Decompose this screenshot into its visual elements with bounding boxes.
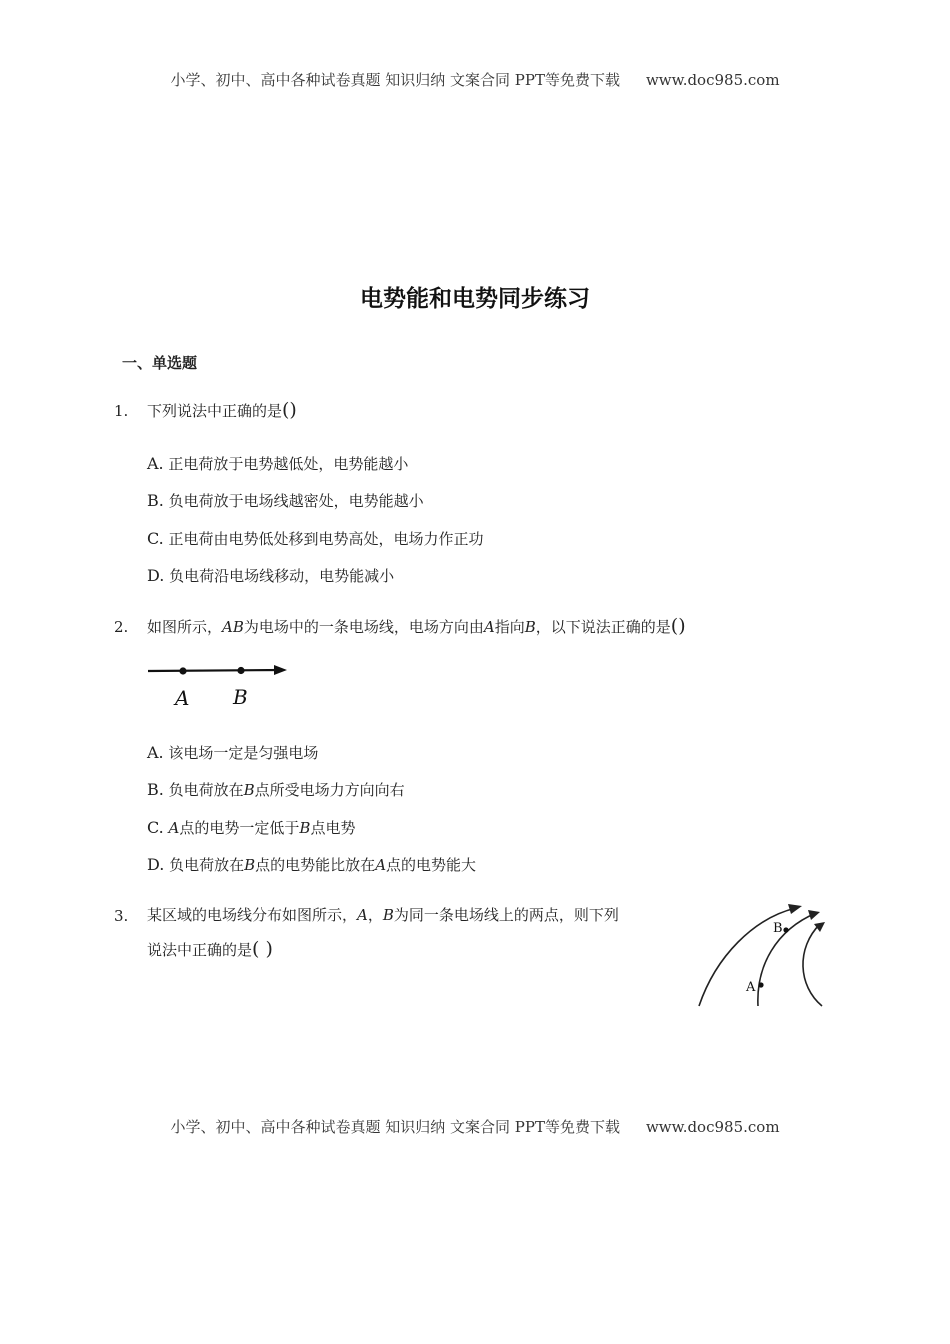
question-1-number: 1. xyxy=(114,402,129,420)
option-var: A xyxy=(168,819,180,837)
field-arrow-icon xyxy=(814,922,825,932)
q3-var-b: B xyxy=(382,906,394,924)
question-1-stem xyxy=(147,393,297,428)
option-var: B xyxy=(299,819,311,837)
field-line-middle xyxy=(758,913,816,1006)
question-2-number: 2. xyxy=(114,618,129,636)
option-letter: C. xyxy=(147,529,164,548)
question-1-option-d xyxy=(147,565,394,586)
question-3-stem-line-2 xyxy=(147,932,619,967)
question-3-answer-paren: ( ) xyxy=(252,938,273,960)
option-var: A xyxy=(375,856,387,874)
option-text: 点的电势能大 xyxy=(386,856,477,874)
question-3-stem xyxy=(147,898,619,967)
header-text: 小学、初中、高中各种试卷真题 知识归纳 文案合同 PPT等免费下载 xyxy=(170,71,620,89)
option-text: 该电场一定是匀强电场 xyxy=(168,744,319,762)
question-3-number: 3. xyxy=(114,907,129,925)
q2-var-b: B xyxy=(524,618,536,636)
question-2-field-line-figure xyxy=(146,656,296,714)
q3-stem-part: 说法中正确的是 xyxy=(147,941,253,959)
page-header xyxy=(0,69,950,90)
footer-url[interactable]: www.doc985.com xyxy=(645,1118,780,1136)
question-3-stem-line-1 xyxy=(147,898,619,932)
option-text: 负电荷放于电场线越密处，电势能越小 xyxy=(168,492,424,510)
field-arrow-icon xyxy=(788,904,802,914)
option-letter: A. xyxy=(147,454,164,473)
field-line xyxy=(148,670,282,671)
option-text: 点电势 xyxy=(310,819,356,837)
header-url[interactable]: www.doc985.com xyxy=(645,71,780,89)
field-arrow-icon xyxy=(274,665,287,675)
option-letter: A. xyxy=(147,743,164,762)
section-heading: 一、单选题 xyxy=(122,354,198,372)
question-2-answer-paren: () xyxy=(670,615,686,637)
option-var: B xyxy=(244,856,256,874)
q2-stem-part: 指向 xyxy=(494,618,525,636)
q2-stem-part: 如图所示， xyxy=(147,618,223,636)
page-footer xyxy=(0,1116,950,1137)
question-2-option-a xyxy=(147,742,318,763)
point-a-label: A xyxy=(746,980,756,995)
option-text: 正电荷由电势低处移到电势高处，电场力作正功 xyxy=(168,530,484,548)
option-text: 负电荷放在 xyxy=(169,856,245,874)
option-letter: C. xyxy=(147,818,164,837)
point-b-dot xyxy=(237,667,244,674)
point-a-dot xyxy=(758,982,763,987)
option-text: 正电荷放于电势越低处，电势能越小 xyxy=(168,455,409,473)
q2-var-ab: AB xyxy=(222,618,244,636)
q2-var-a: A xyxy=(483,618,495,636)
question-3-field-lines-figure xyxy=(692,896,828,1010)
point-b-label: B xyxy=(233,685,248,709)
question-1-stem-text: 下列说法中正确的是 xyxy=(147,402,283,420)
q3-stem-part: ， xyxy=(367,906,383,924)
option-text: 点的电势能比放在 xyxy=(255,856,376,874)
question-2-option-d xyxy=(147,854,476,875)
option-text: 点的电势一定低于 xyxy=(179,819,300,837)
option-letter: B. xyxy=(147,491,164,510)
point-b-dot xyxy=(783,927,788,932)
question-1-answer-paren: () xyxy=(282,399,297,421)
q2-stem-part: ，以下说法正确的是 xyxy=(535,618,671,636)
option-text: 点所受电场力方向向右 xyxy=(254,781,405,799)
point-a-label: A xyxy=(175,686,190,710)
question-2-option-b xyxy=(147,779,405,800)
field-line-right xyxy=(803,924,822,1006)
document-title: 电势能和电势同步练习 xyxy=(360,286,590,312)
question-2-option-c xyxy=(147,817,355,838)
option-text: 负电荷放在 xyxy=(168,781,244,799)
question-1-option-b xyxy=(147,490,424,511)
q3-var-a: A xyxy=(357,906,368,924)
option-text: 负电荷沿电场线移动，电势能减小 xyxy=(169,567,395,585)
question-2-stem xyxy=(147,609,686,644)
point-b-label: B xyxy=(773,921,783,936)
option-letter: D. xyxy=(147,855,165,874)
option-letter: B. xyxy=(147,780,164,799)
footer-text: 小学、初中、高中各种试卷真题 知识归纳 文案合同 PPT等免费下载 xyxy=(170,1118,620,1136)
field-arrow-icon xyxy=(808,910,820,920)
question-1-option-a xyxy=(147,453,408,474)
q3-stem-part: 某区域的电场线分布如图所示， xyxy=(147,906,358,924)
option-var: B xyxy=(243,781,255,799)
option-letter: D. xyxy=(147,566,165,585)
q2-stem-part: 为电场中的一条电场线，电场方向由 xyxy=(243,618,484,636)
point-a-dot xyxy=(179,667,186,674)
q3-stem-part: 为同一条电场线上的两点，则下列 xyxy=(393,906,619,924)
question-1-option-c xyxy=(147,528,484,549)
